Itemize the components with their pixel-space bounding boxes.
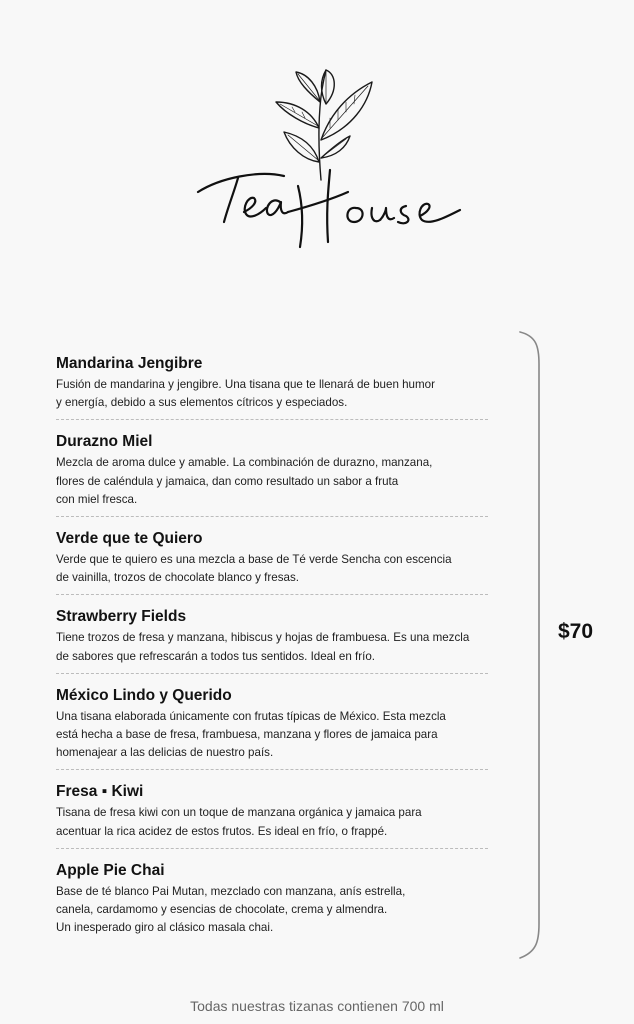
menu-item	[56, 354, 488, 419]
item-name: Verde que te Quiero	[56, 530, 203, 548]
item-name: Apple Pie Chai	[56, 861, 165, 879]
item-description: Base de té blanco Pai Mutan, mezclado con manzana, anís estrella, canela, cardamomo y esencias de chocolate, crema y almendra. Un inesperado giro al clásico masala chai.	[56, 884, 406, 935]
menu-item	[56, 419, 488, 516]
price-label: $70	[558, 620, 594, 643]
item-description: Una tisana elaborada únicamente con frutas típicas de México. Esta mezcla está hecha a base de fresa, frambuesa, manzana y flores de jamaica para homenajear a las delicias de nuestro país.	[56, 709, 446, 760]
item-description: Mezcla de aroma dulce y amable. La combinación de durazno, manzana, flores de caléndula y jamaica, dan como resultado un sabor a fruta con miel fresca.	[56, 456, 433, 506]
price-bracket	[508, 330, 548, 960]
item-name: Fresa ▪ Kiwi	[56, 783, 144, 801]
item-description: Verde que te quiero es una mezcla a base de Té verde Sencha con escencia de vainilla, trozos de chocolate blanco y fresas.	[56, 553, 452, 585]
tea-house-logo	[180, 62, 470, 262]
item-name: Mandarina Jengibre	[56, 355, 203, 372]
item-name: México Lindo y Querido	[56, 686, 232, 704]
item-name: Durazno Miel	[56, 433, 153, 451]
item-description: Tiene trozos de fresa y manzana, hibiscus y hojas de frambuesa. Es una mezcla de sabores que refrescarán a todos tus sentidos. Ideal en frío.	[56, 631, 470, 663]
item-description: Fusión de mandarina y jengibre. Una tisana que te llenará de buen humor y energía, debido a sus elementos cítricos y especiados.	[56, 378, 435, 410]
menu-item	[56, 594, 488, 672]
menu-item	[56, 848, 488, 945]
item-name: Strawberry Fields	[56, 608, 187, 626]
menu-item	[56, 769, 488, 847]
menu-item	[56, 673, 488, 770]
tea-menu-list	[56, 354, 488, 944]
footer-note: Todas nuestras tizanas contienen 700 ml	[190, 998, 444, 1014]
menu-item	[56, 516, 488, 594]
item-description: Tisana de fresa kiwi con un toque de manzana orgánica y jamaica para acentuar la rica acidez de estos frutos. Es ideal en frío, o frappé.	[56, 806, 422, 838]
